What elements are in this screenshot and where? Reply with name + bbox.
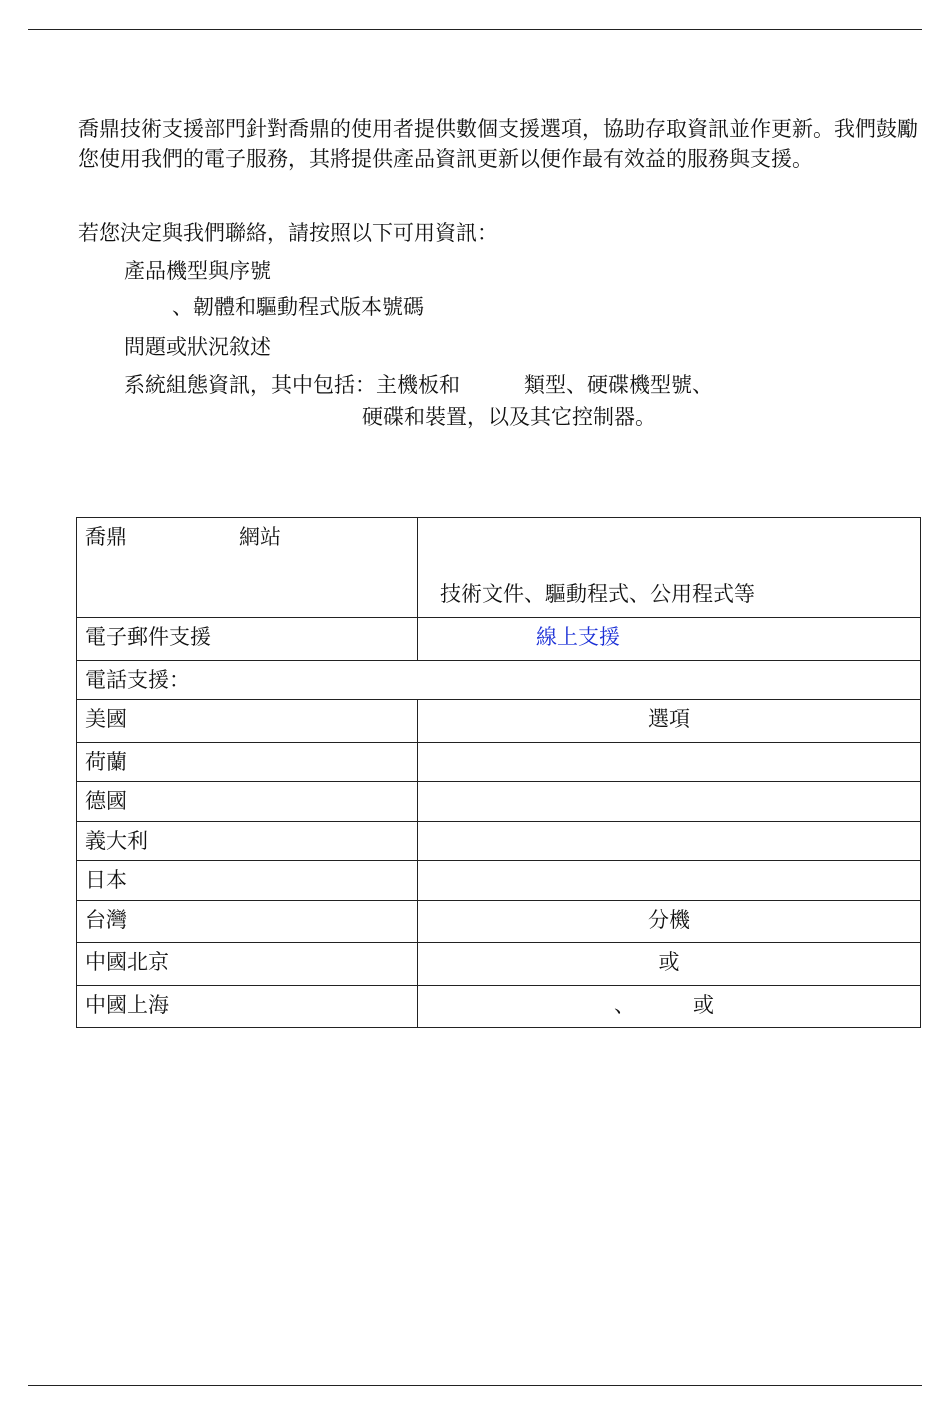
table-row — [77, 901, 921, 943]
email-label: 電子郵件支援 — [77, 618, 418, 661]
website-value: 技術文件、驅動程式、公用程式等 — [418, 518, 921, 618]
info-item-config-cont: 硬碟和裝置，以及其它控制器。 — [362, 405, 656, 429]
website-label: 喬鼎 網站 — [77, 518, 418, 618]
support-table — [76, 517, 921, 1028]
country-cell: 日本 — [77, 861, 418, 901]
phone-value-cell: 分機 — [418, 901, 921, 943]
country-cell: 德國 — [77, 782, 418, 822]
phone-value-cell: 選項 — [418, 700, 921, 743]
phone-value-cell — [418, 743, 921, 782]
table-row — [77, 822, 921, 861]
email-value — [418, 618, 921, 661]
phone-value-cell — [418, 822, 921, 861]
country-cell: 荷蘭 — [77, 743, 418, 782]
info-item-firmware: 、韌體和驅動程式版本號碼 — [172, 295, 424, 319]
phone-support-header: 電話支援： — [77, 661, 921, 700]
table-row — [77, 700, 921, 743]
contact-prompt: 若您決定與我們聯絡，請按照以下可用資訊： — [78, 221, 498, 245]
header-rule — [28, 29, 922, 30]
table-row — [77, 986, 921, 1028]
info-item-problem: 問題或狀況敘述 — [124, 335, 271, 359]
table-row — [77, 943, 921, 986]
footer-rule — [28, 1385, 922, 1386]
config-text-a: 系統組態資訊，其中包括：主機板和 — [124, 373, 460, 397]
table-row — [77, 861, 921, 901]
country-cell: 中國北京 — [77, 943, 418, 986]
config-text-b: 類型、硬碟機型號、 — [524, 373, 713, 397]
phone-value-cell: 或 — [418, 943, 921, 986]
online-support-link[interactable]: 線上支援 — [536, 625, 620, 649]
country-cell: 美國 — [77, 700, 418, 743]
table-row-phone-header — [77, 661, 921, 700]
info-item-model: 產品機型與序號 — [124, 259, 271, 283]
country-cell: 義大利 — [77, 822, 418, 861]
intro-paragraph: 喬鼎技術支援部門針對喬鼎的使用者提供數個支援選項，協助存取資訊並作更新。我們鼓勵您使用我們的電子服務，其將提供產品資訊更新以便作最有效益的服務與支援。 — [78, 117, 918, 171]
table-row-website — [77, 518, 921, 618]
country-cell: 台灣 — [77, 901, 418, 943]
info-item-config — [124, 370, 713, 400]
phone-value-cell — [418, 861, 921, 901]
table-row — [77, 782, 921, 822]
table-row-email — [77, 618, 921, 661]
country-cell: 中國上海 — [77, 986, 418, 1028]
phone-value-cell — [418, 782, 921, 822]
phone-value-cell: 、 或 — [418, 986, 921, 1028]
table-row — [77, 743, 921, 782]
